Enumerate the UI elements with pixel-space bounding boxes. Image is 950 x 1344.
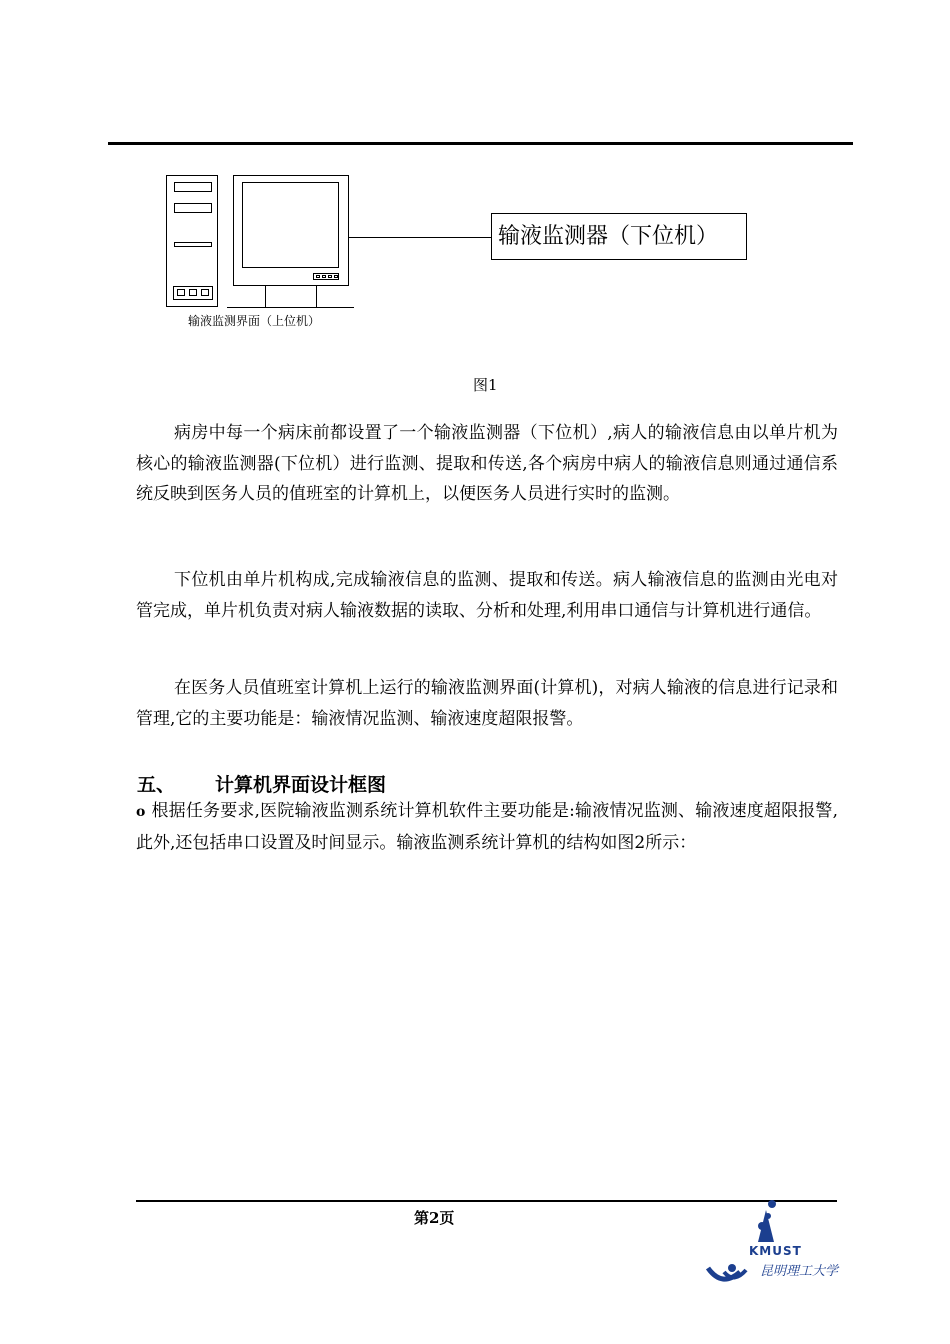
connection-line (349, 237, 491, 238)
header-rule (108, 142, 853, 145)
figure-caption: 图1 (473, 376, 498, 394)
host-label: 输液监测界面（上位机） (188, 314, 321, 328)
figure-1-diagram (160, 170, 760, 340)
computer-tower (166, 175, 218, 307)
page-number: 第2页 (414, 1209, 455, 1227)
paragraph-2: 下位机由单片机构成,完成输液信息的监测、提取和传送。病人输液信息的监测由光电对管完成，单片机负责对病人输液数据的读取、分析和处理,利用串口通信与计算机进行通信。 (136, 570, 838, 621)
monitor-screen (242, 182, 339, 268)
monitor-stand-right (316, 286, 317, 307)
drive-slot (174, 242, 212, 247)
section-number: 五、 (137, 774, 176, 796)
monitor-buttons (313, 273, 339, 280)
lower-device-box: 输液监测器（下位机） (491, 213, 747, 260)
paragraph-3: 在医务人员值班室计算机上运行的输液监测界面(计算机)，对病人输液的信息进行记录和管理,它的主要功能是：输液情况监测、输液速度超限报警。 (136, 678, 838, 729)
section-paragraph (136, 796, 838, 858)
bullet-icon: o (136, 804, 146, 820)
drive-bay (174, 203, 212, 213)
logo-chinese-text: 昆明理工大学 (760, 1264, 839, 1279)
logo-text: KMUST (749, 1244, 802, 1258)
university-logo (702, 1196, 844, 1288)
drive-bay (174, 182, 212, 192)
computer-monitor (233, 175, 349, 286)
section-title: 计算机界面设计框图 (215, 774, 387, 796)
paragraph-1: 病房中每一个病床前都设置了一个输液监测器（下位机）,病人的输液信息由以单片机为核心的输液监测器(下位机）进行监测、提取和传送,各个病房中病人的输液信息则通过通信系统反映到医务人员的值班室的计算机上，以便医务人员进行实时的监测。 (136, 423, 838, 504)
section-text: 根据任务要求,医院输液监测系统计算机软件主要功能是:输液情况监测、输液速度超限报警,此外,还包括串口设置及时间显示。输液监测系统计算机的结构如图2所示： (136, 801, 838, 853)
desk-line (227, 307, 354, 308)
monitor-stand-left (265, 286, 266, 307)
tower-panel (173, 286, 213, 300)
section-heading (137, 770, 386, 797)
